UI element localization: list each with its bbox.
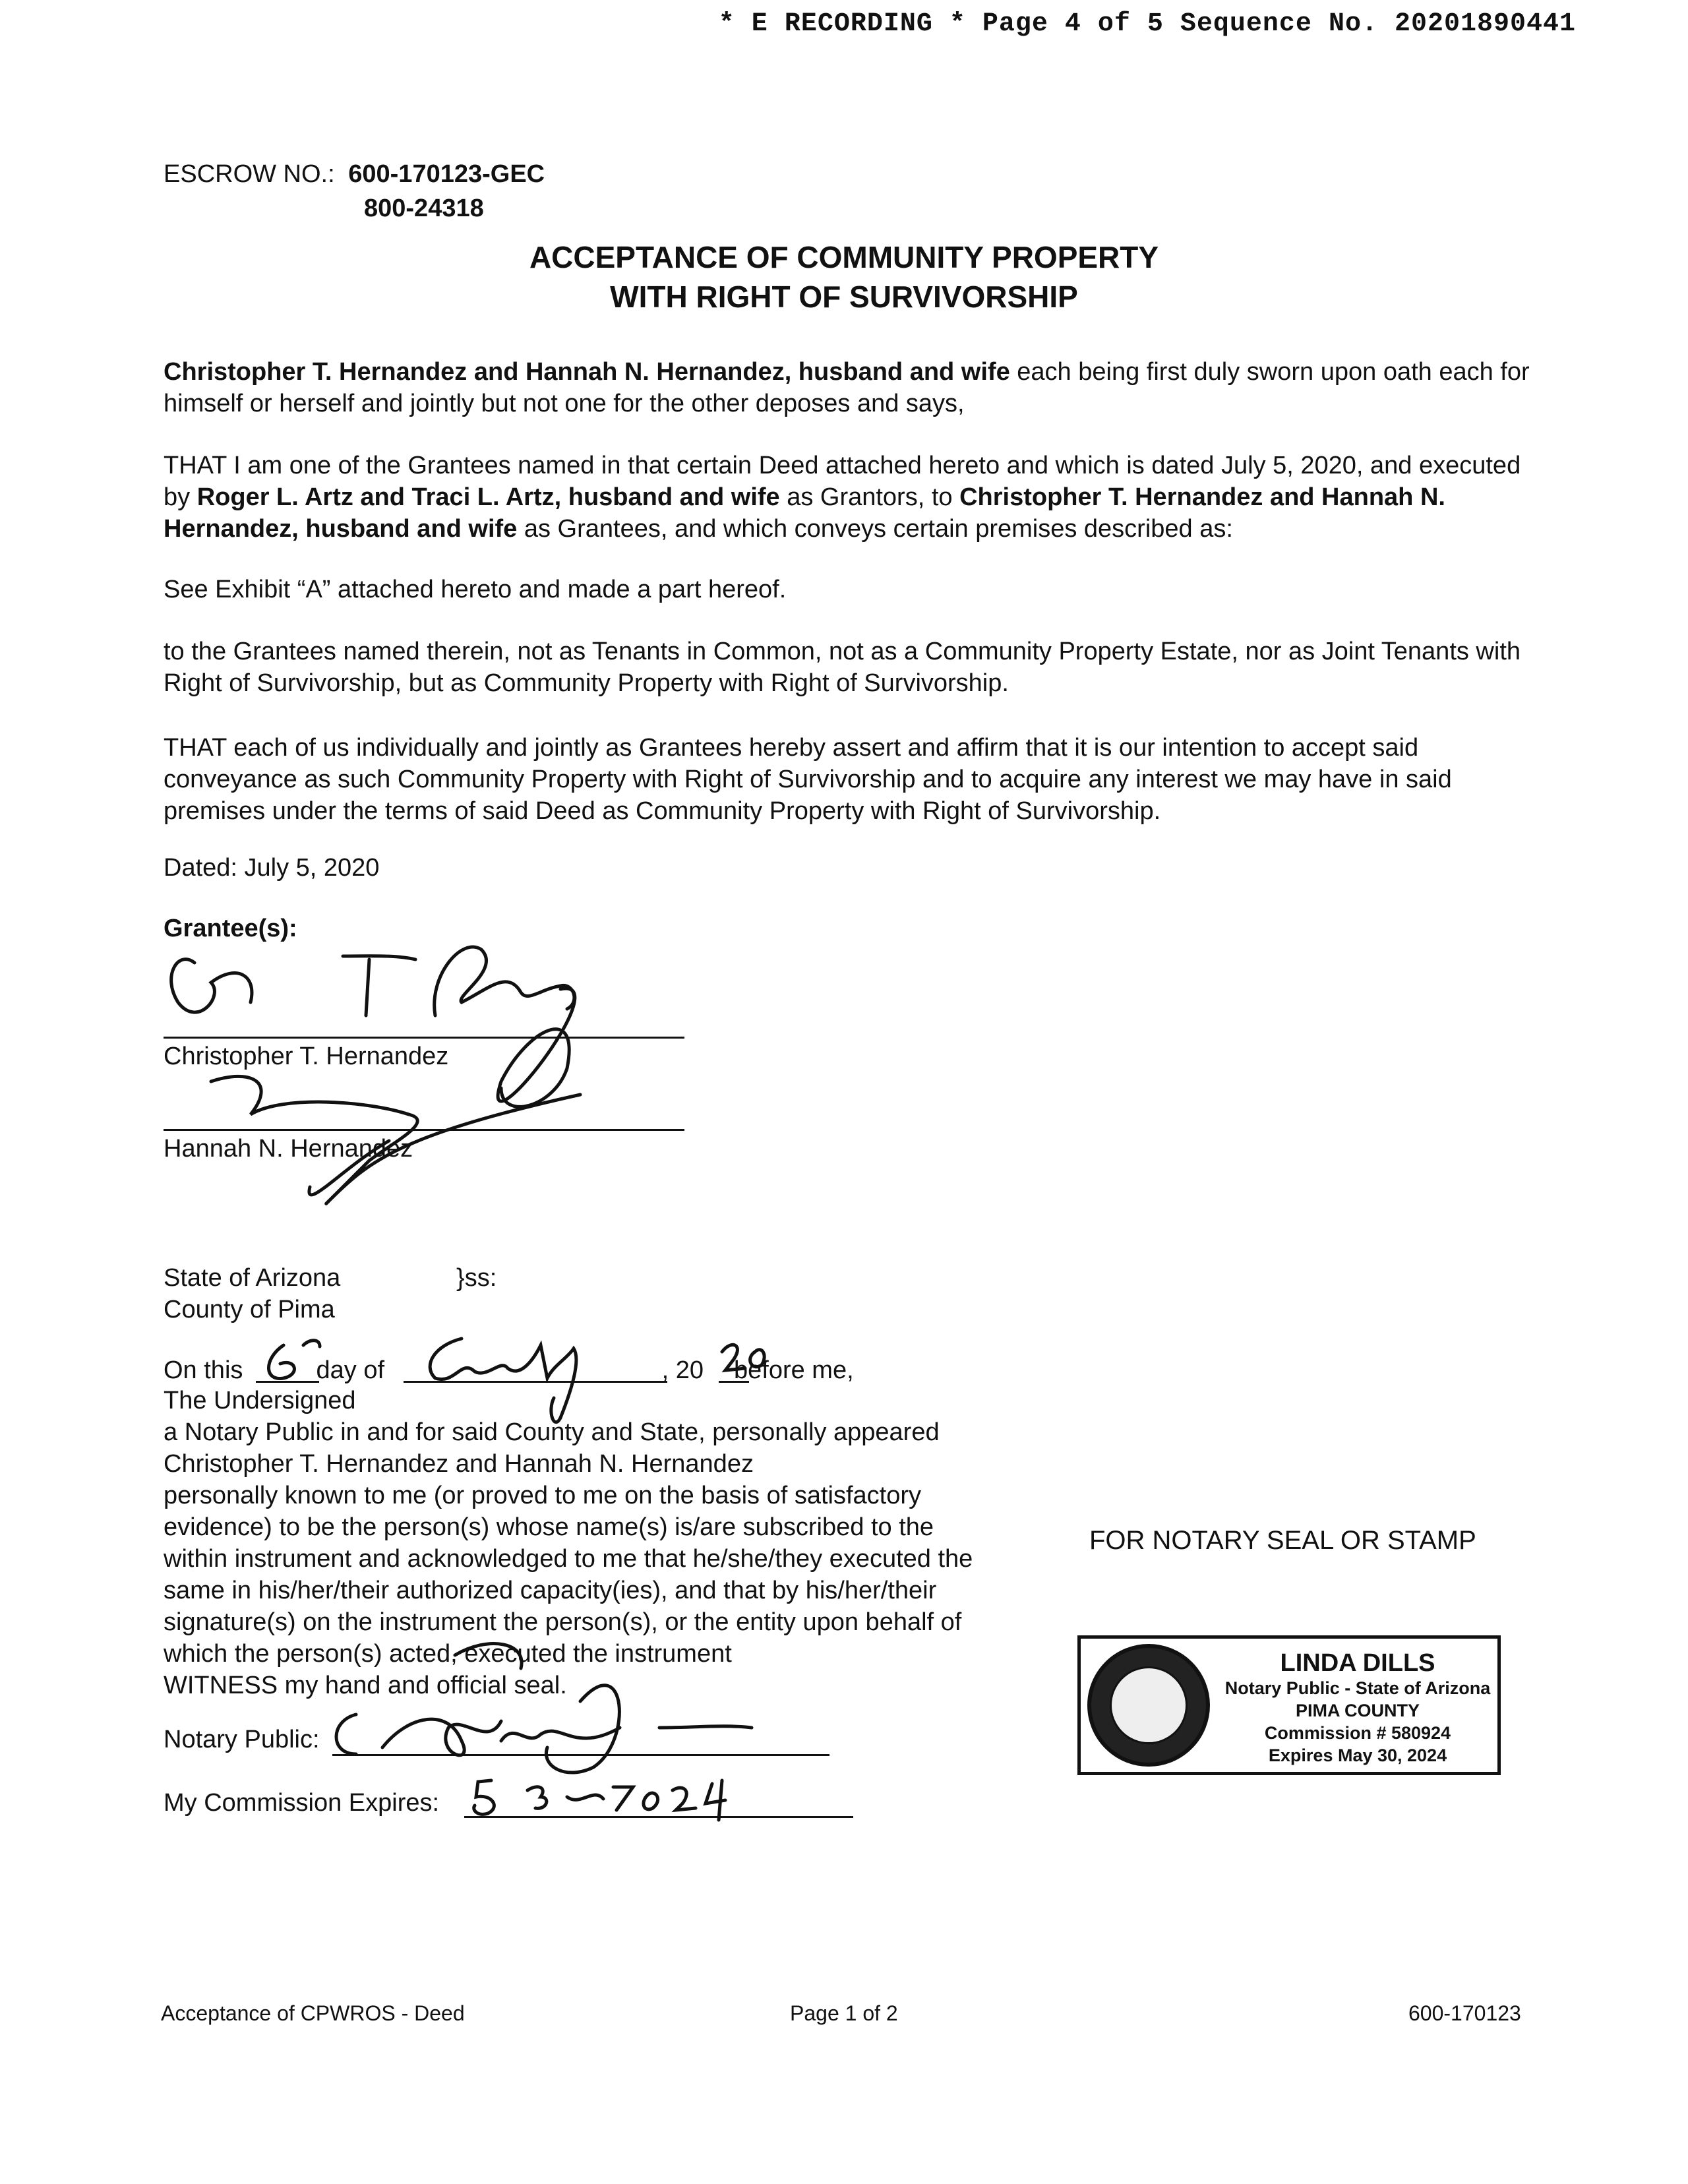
- notary-stamp: [1077, 1635, 1501, 1775]
- footer-right: 600-170123: [1408, 2001, 1521, 2025]
- escrow-label: ESCROW NO.:: [164, 160, 335, 188]
- grantee-1-name: Christopher T. Hernandez: [164, 1043, 449, 1070]
- stamp-text: [1219, 1649, 1496, 1767]
- notary-ss: }ss:: [456, 1264, 497, 1292]
- notary-line: within instrument and acknowledged to me that he/she/they executed the: [164, 1545, 973, 1573]
- notary-line: WITNESS my hand and official seal.: [164, 1672, 567, 1699]
- notary-line: which the person(s) acted, executed the instrument: [164, 1640, 732, 1668]
- stamp-commission: Commission # 580924: [1264, 1723, 1451, 1743]
- notary-line: personally known to me (or proved to me on the basis of satisfactory: [164, 1482, 921, 1509]
- deponents-names: Christopher T. Hernandez and Hannah N. Hernandez, husband and wife: [164, 358, 1010, 386]
- notary-line: The Undersigned: [164, 1387, 356, 1414]
- stamp-expiry: Expires May 30, 2024: [1268, 1745, 1447, 1765]
- state-seal-icon: [1087, 1644, 1210, 1767]
- day-of-label: day of: [316, 1356, 385, 1384]
- notary-seal-label: FOR NOTARY SEAL OR STAMP: [1089, 1526, 1476, 1555]
- footer-center: Page 1 of 2: [790, 2001, 898, 2025]
- notary-line: a Notary Public in and for said County and State, personally appeared: [164, 1418, 940, 1446]
- deed-text-c: as Grantors, to: [779, 483, 960, 511]
- deed-text-a: THAT I am one of the Grantees named in that certain Deed attached hereto and which is dated July 5, 2020, and executed by: [164, 452, 1521, 511]
- grantee-2-name: Hannah N. Hernandez: [164, 1135, 413, 1163]
- escrow-number-1: 600-170123-GEC: [348, 160, 545, 188]
- recording-header: * E RECORDING * Page 4 of 5 Sequence No. 20201890441: [718, 9, 1576, 39]
- notary-state: State of Arizona: [164, 1264, 341, 1292]
- notary-line: evidence) to be the person(s) whose name(s) is/are subscribed to the: [164, 1513, 934, 1541]
- grantee-1-signature: [171, 947, 575, 1107]
- escrow-number-2: 800-24318: [364, 195, 484, 222]
- grantees-names: Christopher T. Hernandez and Hannah N. Hernandez, husband and wife: [164, 483, 1445, 543]
- year-blank: [719, 1381, 749, 1383]
- stamp-county: PIMA COUNTY: [1296, 1701, 1420, 1720]
- notary-line: Christopher T. Hernandez and Hannah N. Hernandez: [164, 1450, 754, 1478]
- paragraph-deponents: [164, 356, 1535, 419]
- paragraph-tenancy: to the Grantees named therein, not as Tenants in Common, not as a Community Property Estate, nor as Joint Tenants with Right of Survivorship, but as Community Property with Right of Survivorship.: [164, 638, 1521, 697]
- grantees-label: Grantee(s):: [164, 915, 297, 942]
- notary-county: County of Pima: [164, 1296, 335, 1323]
- stamp-title: Notary Public - State of Arizona: [1224, 1678, 1491, 1698]
- before-me-label: before me,: [734, 1356, 854, 1384]
- paragraph-exhibit: See Exhibit “A” attached hereto and made a part hereof.: [164, 576, 787, 603]
- commission-line: [464, 1816, 853, 1818]
- grantee-2-signature-line: [164, 1129, 684, 1131]
- document-title-line-2: WITH RIGHT OF SURVIVORSHIP: [610, 280, 1078, 314]
- paragraph-affirmation: THAT each of us individually and jointly as Grantees hereby assert and affirm that it is our intention to accept said conveyance as such Community Property with Right of Survivorship and to acquire any interest we may have in said premises under the terms of said Deed as Community Property with Right of Survivorship.: [164, 734, 1452, 825]
- stamp-name: LINDA DILLS: [1280, 1649, 1435, 1677]
- notary-body: [164, 1385, 1087, 1701]
- document-title-line-1: ACCEPTANCE OF COMMUNITY PROPERTY: [529, 240, 1159, 274]
- grantee-1-signature-line: [164, 1037, 684, 1039]
- deponents-text: each being first duly sworn upon oath each for himself or herself and jointly but not one for the other deposes and says,: [164, 358, 1530, 417]
- deed-text-e: as Grantees, and which conveys certain premises described as:: [517, 515, 1233, 543]
- notary-line: signature(s) on the instrument the person(s), or the entity upon behalf of: [164, 1608, 962, 1636]
- on-this-label: On this: [164, 1356, 243, 1384]
- notary-line: same in his/her/their authorized capacity(ies), and that by his/her/their: [164, 1577, 937, 1604]
- escrow-block: [164, 158, 545, 190]
- dated-line: Dated: July 5, 2020: [164, 854, 380, 882]
- year-prefix: , 20: [661, 1356, 704, 1384]
- notary-signature-line: [332, 1754, 829, 1756]
- day-blank: [256, 1381, 319, 1383]
- grantors-names: Roger L. Artz and Traci L. Artz, husband and wife: [196, 483, 780, 511]
- month-blank: [404, 1381, 667, 1383]
- notary-public-label: Notary Public:: [164, 1726, 320, 1753]
- footer-left: Acceptance of CPWROS - Deed: [161, 2001, 465, 2025]
- commission-handwriting: [474, 1780, 725, 1820]
- commission-label: My Commission Expires:: [164, 1789, 440, 1817]
- paragraph-deed: [164, 450, 1535, 545]
